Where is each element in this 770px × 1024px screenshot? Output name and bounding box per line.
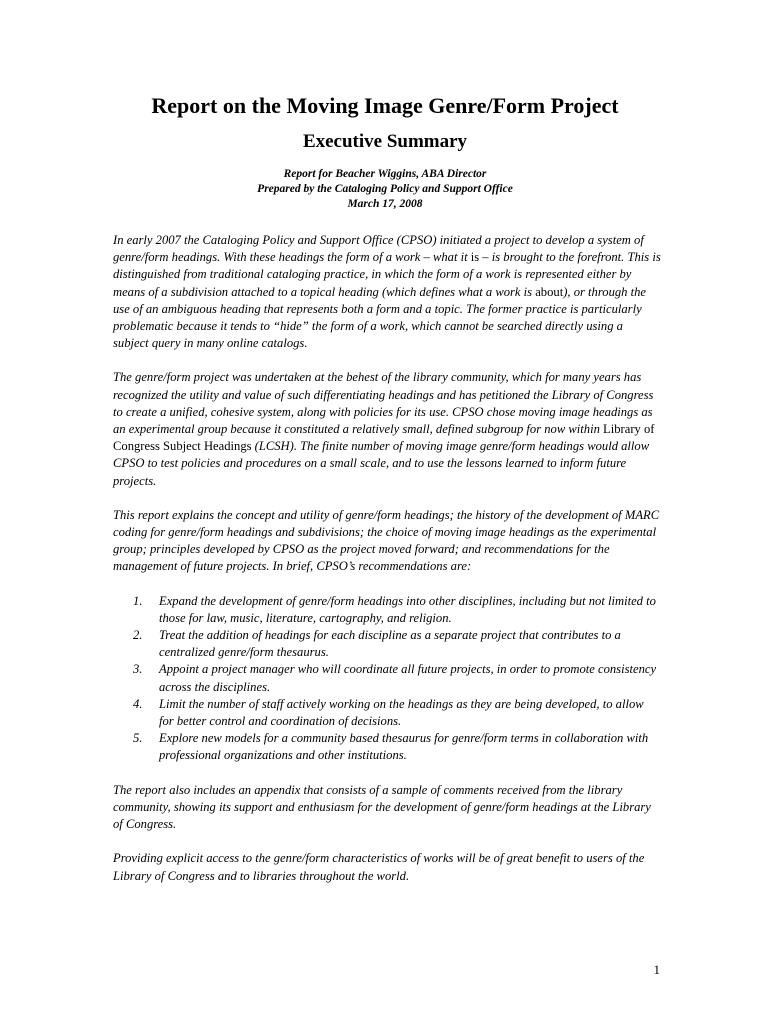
paragraph-2-text-a: The genre/form project was undertaken at the behest of the library community, which for many years has recognized the utility and value of such differentiating headings and has petitioned the Library of Congress to create a unified, cohesive system, along with policies for its use. CPSO chose moving image headings as an experimental group because it constituted a relatively small, defined subgroup for now within [113, 370, 654, 437]
paragraph-4: The report also includes an appendix that consists of a sample of comments received from the library community, showing its support and enthusiasm for the development of genre/form headings at the Library of Congress. [113, 782, 651, 832]
paragraph-3: This report explains the concept and utility of genre/form headings; the history of the development of MARC coding for genre/form headings and subdivisions; the choice of moving image headings as the experimental group; principles developed by CPSO as the project moved forward; and recommendations for the management of future projects. In brief, CPSO’s recommendations are: [113, 507, 660, 574]
list-item-text: Explore new models for a community based thesaurus for genre/form terms in collaboration with professional organizations and other institutions. [159, 731, 649, 763]
paragraph-2-lcsh: Library of Congress Subject Headings [113, 422, 655, 454]
list-item [133, 593, 661, 627]
report-meta [0, 167, 770, 212]
report-for: Report for Beacher Wiggins, ABA Director [283, 168, 487, 180]
document-body [113, 232, 661, 902]
list-item-number: 5. [133, 731, 143, 746]
document-title: Report on the Moving Image Genre/Form Project [151, 93, 619, 118]
paragraph-1-term-is: is [470, 250, 480, 265]
paragraph-5: Providing explicit access to the genre/form characteristics of works will be of great benefit to users of the Library of Congress and to libraries throughout the world. [113, 851, 645, 883]
paragraph-1-term-about: about [535, 284, 564, 299]
list-item-text: Limit the number of staff actively working on the headings as they are being developed, to allow for better control and coordination of decisions. [159, 696, 644, 729]
list-item [133, 627, 661, 661]
list-item-number: 3. [133, 662, 143, 677]
list-item-number: 4. [133, 696, 143, 711]
paragraph-1-text-c: ), or through the use of an ambiguous heading that represents both a form and a topic. The former practice is particularly problematic because it tends to “hide” the form of a work, which cannot be searched directly using a subject query in many online catalogs. [113, 284, 646, 351]
list-item [133, 696, 661, 730]
recommendations-list [113, 593, 661, 765]
paragraph-2 [113, 369, 661, 489]
prepared-by: Prepared by the Cataloging Policy and Support Office [257, 183, 513, 195]
paragraph-1-text-a: In early 2007 the Cataloging Policy and Support Office (CPSO) initiated a project to develop a system of genre/form headings. With these headings the form of a work – what it [113, 233, 644, 265]
page-number: 1 [653, 962, 660, 977]
list-item-number: 1. [133, 593, 143, 608]
paragraph-1 [113, 232, 661, 352]
list-item [133, 730, 661, 764]
report-date: March 17, 2008 [347, 198, 423, 210]
list-item-text: Expand the development of genre/form headings into other disciplines, including but not limited to those for law, music, literature, cartography, and religion. [159, 593, 656, 625]
list-item-text: Appoint a project manager who will coordinate all future projects, in order to promote consistency across the disciplines. [159, 662, 657, 694]
list-item [133, 661, 661, 695]
list-item-text: Treat the addition of headings for each discipline as a separate project that contributes to a centralized genre/form thesaurus. [159, 628, 621, 660]
list-item-number: 2. [133, 628, 143, 643]
paragraph-1-text-b: – is brought to the forefront. This is distinguished from traditional cataloging practice, in which the form of a work is represented either by means of a subdivision attached to a topical heading (which defines what a work is [113, 250, 661, 299]
document-subtitle: Executive Summary [302, 131, 468, 152]
paragraph-2-text-b: (LCSH). The finite number of moving image genre/form headings would allow CPSO to test policies and procedures on a small scale, and to use the lessons learned to inform future projects. [113, 439, 650, 488]
